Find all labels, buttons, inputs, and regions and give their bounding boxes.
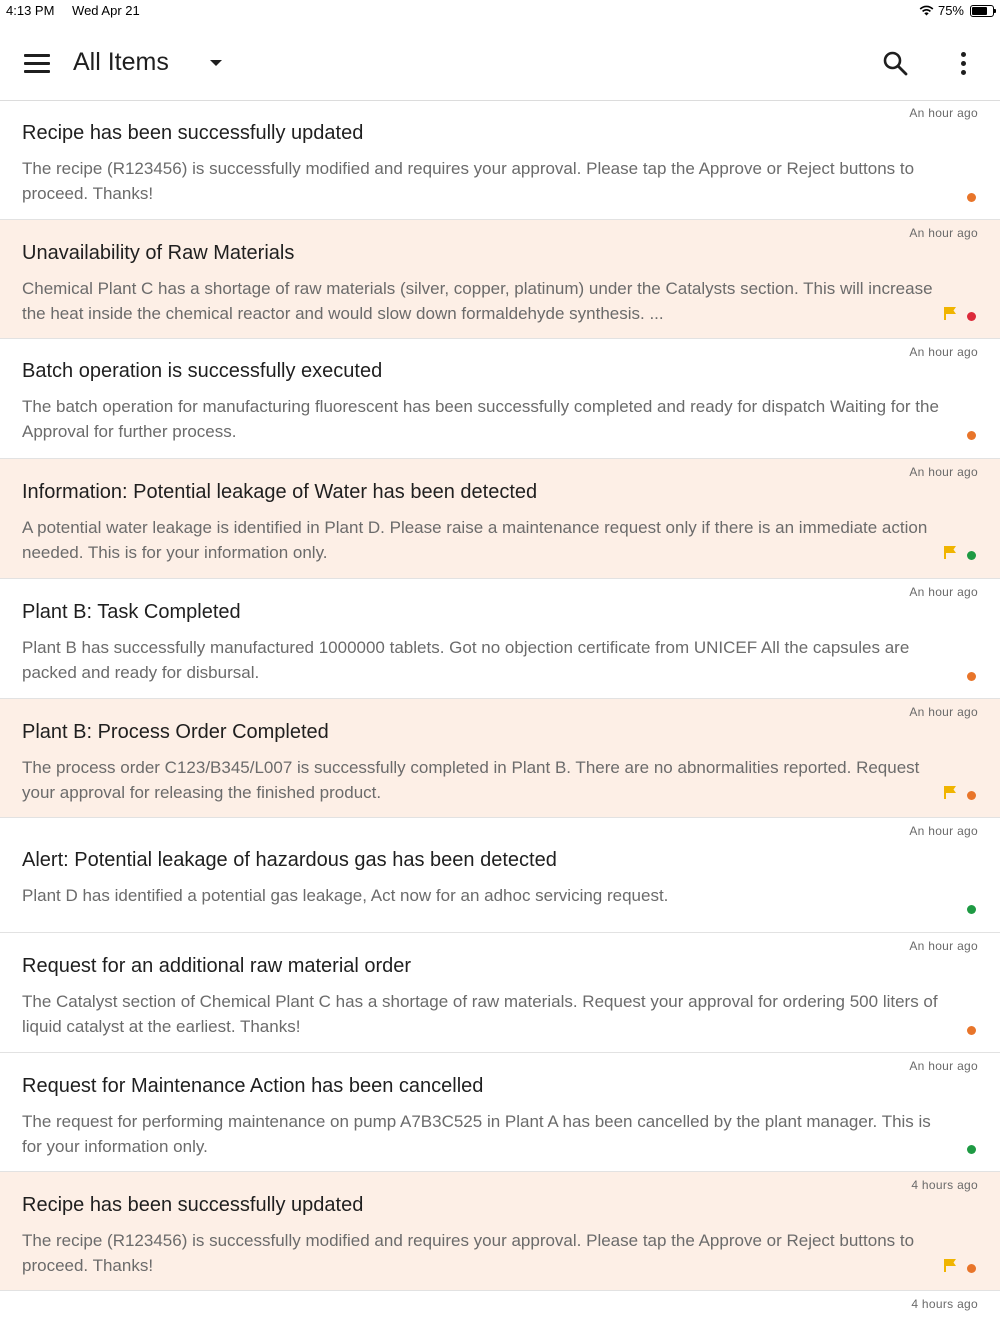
list-item[interactable]	[0, 220, 1000, 339]
item-title: Alert: Potential leakage of hazardous gas has been detected	[22, 849, 557, 871]
status-dot-orange	[967, 791, 976, 800]
item-body: Chemical Plant C has a shortage of raw materials (silver, copper, platinum) under the Catalysts section. This will increase the heat inside the chemical reactor and would slow down formaldehyde synthesis. ...	[22, 279, 933, 323]
battery-icon	[970, 5, 994, 17]
item-title: Request for an additional raw material order	[22, 955, 412, 977]
list-item[interactable]	[0, 339, 1000, 459]
status-dot-green	[967, 905, 976, 914]
list-item[interactable]	[0, 933, 1000, 1053]
list-item[interactable]	[0, 1053, 1000, 1172]
page-title[interactable]: All Items	[73, 48, 169, 76]
item-timestamp: An hour ago	[909, 345, 978, 359]
item-timestamp: An hour ago	[909, 585, 978, 599]
battery-percent: 75%	[937, 3, 964, 18]
wifi-icon	[919, 5, 934, 16]
item-title: Information: Potential leakage of Water has been detected	[22, 481, 538, 503]
more-vert-icon[interactable]	[955, 52, 971, 76]
flag-icon	[943, 306, 957, 321]
status-dot-orange	[967, 1026, 976, 1035]
flag-icon	[943, 785, 957, 800]
item-body: The batch operation for manufacturing fluorescent has been successfully completed and ready for dispatch Waiting for the Approval for further process.	[22, 397, 939, 441]
status-dot-red	[967, 312, 976, 321]
item-title: Request for Maintenance Action has been cancelled	[22, 1075, 484, 1097]
item-body: Plant D has identified a potential gas leakage, Act now for an adhoc servicing request.	[22, 886, 669, 905]
list-item[interactable]	[0, 1172, 1000, 1291]
status-bar	[0, 0, 1000, 20]
list-item[interactable]	[0, 579, 1000, 699]
notification-list	[0, 100, 1000, 1335]
status-bar-left	[6, 3, 154, 18]
item-body: The request for performing maintenance on pump A7B3C525 in Plant A has been cancelled by the plant manager. This is for your information only.	[22, 1112, 931, 1156]
item-title: Recipe has been successfully updated	[22, 1194, 364, 1216]
search-icon[interactable]	[882, 50, 908, 76]
item-timestamp: An hour ago	[909, 226, 978, 240]
item-timestamp: 4 hours ago	[911, 1297, 978, 1311]
status-dot-orange	[967, 431, 976, 440]
item-timestamp: 4 hours ago	[911, 1178, 978, 1192]
flag-icon	[943, 1258, 957, 1273]
item-body: The Catalyst section of Chemical Plant C has a shortage of raw materials. Request your approval for ordering 500 liters of liquid catalyst at the earliest. Thanks!	[22, 992, 938, 1036]
item-timestamp: An hour ago	[909, 465, 978, 479]
item-body: The recipe (R123456) is successfully modified and requires your approval. Please tap the Approve or Reject buttons to proceed. Thanks!	[22, 159, 915, 203]
status-dot-green	[967, 551, 976, 560]
item-body: Plant B has successfully manufactured 1000000 tablets. Got no objection certificate from UNICEF All the capsules are packed and ready for disbursal.	[22, 638, 910, 682]
item-timestamp: An hour ago	[909, 705, 978, 719]
item-title: Recipe has been successfully updated	[22, 122, 364, 144]
status-dot-orange	[967, 672, 976, 681]
status-time: 4:13 PM	[6, 3, 55, 18]
list-item[interactable]	[0, 459, 1000, 579]
item-timestamp: An hour ago	[909, 106, 978, 120]
list-item[interactable]	[0, 100, 1000, 220]
status-date: Wed Apr 21	[72, 3, 140, 18]
item-body: A potential water leakage is identified in Plant D. Please raise a maintenance request only if there is an immediate action needed. This is for your information only.	[22, 518, 928, 562]
chevron-down-icon[interactable]	[210, 60, 222, 66]
item-timestamp: An hour ago	[909, 1059, 978, 1073]
item-title: Plant B: Task Completed	[22, 601, 241, 623]
status-dot-orange	[967, 1264, 976, 1273]
list-item[interactable]	[0, 699, 1000, 818]
item-timestamp: An hour ago	[909, 824, 978, 838]
item-title: Plant B: Process Order Completed	[22, 721, 329, 743]
menu-icon[interactable]	[24, 54, 50, 74]
status-dot-orange	[967, 193, 976, 202]
item-body: The process order C123/B345/L007 is successfully completed in Plant B. There are no abnormalities reported. Request your approval for releasing the finished product.	[22, 758, 920, 802]
item-title: Batch operation is successfully executed	[22, 360, 383, 382]
item-title: Unavailability of Raw Materials	[22, 242, 295, 264]
app-bar	[0, 20, 1000, 101]
flag-icon	[943, 545, 957, 560]
status-dot-green	[967, 1145, 976, 1154]
list-item[interactable]	[0, 818, 1000, 933]
list-item[interactable]	[0, 1291, 1000, 1335]
status-bar-right	[919, 3, 994, 18]
item-timestamp: An hour ago	[909, 939, 978, 953]
item-body: The recipe (R123456) is successfully modified and requires your approval. Please tap the Approve or Reject buttons to proceed. Thanks!	[22, 1231, 915, 1275]
